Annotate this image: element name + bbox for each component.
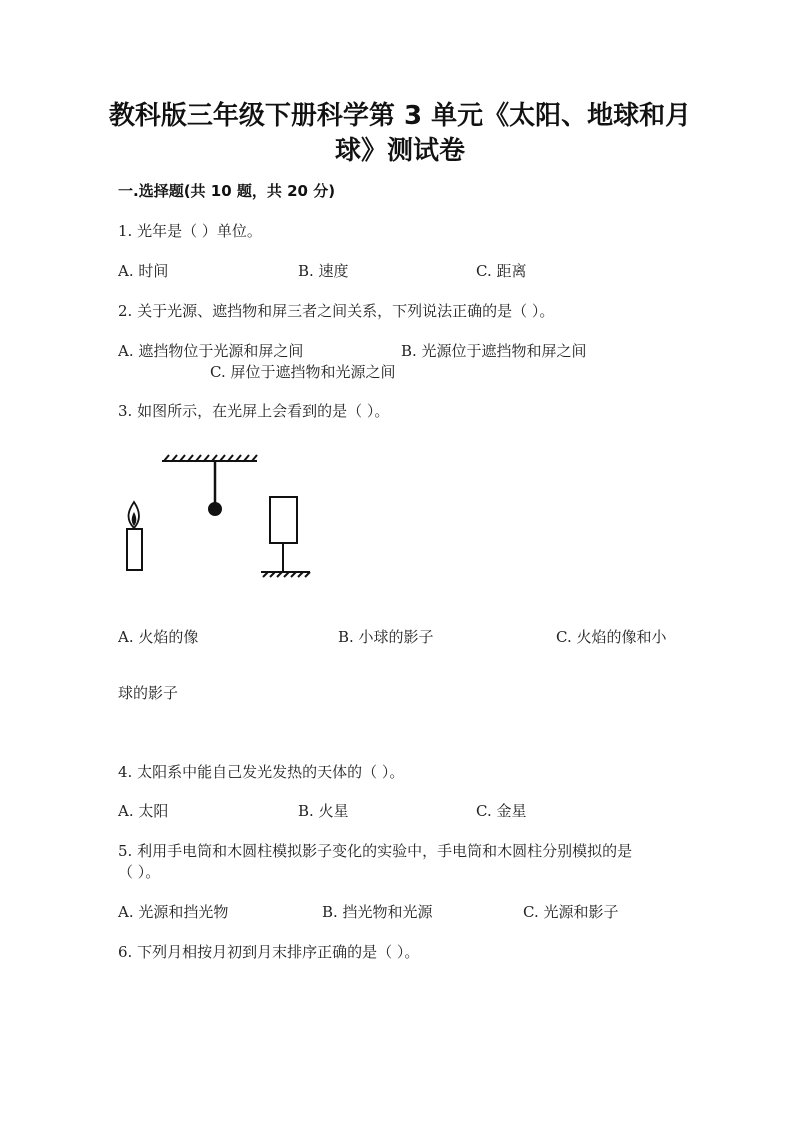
q2-option-c[interactable]: C. 屏位于遮挡物和光源之间 bbox=[210, 363, 396, 381]
q1-option-b[interactable]: B. 速度 bbox=[298, 262, 349, 280]
q5-stem-line2: （ ）。 bbox=[118, 863, 161, 881]
q6-stem: 6. 下列月相按月初到月末排序正确的是（ ）。 bbox=[118, 943, 420, 961]
q1-stem: 1. 光年是（ ）单位。 bbox=[118, 222, 262, 240]
q2-option-a[interactable]: A. 遮挡物位于光源和屏之间 bbox=[118, 342, 304, 360]
section-heading: 一.选择题(共 10 题，共 20 分) bbox=[118, 182, 336, 200]
q3-stem: 3. 如图所示，在光屏上会看到的是（ ）。 bbox=[118, 402, 390, 420]
q4-option-a[interactable]: A. 太阳 bbox=[118, 802, 169, 820]
q5-option-a[interactable]: A. 光源和挡光物 bbox=[118, 903, 229, 921]
q5-option-b[interactable]: B. 挡光物和光源 bbox=[322, 903, 433, 921]
q1-option-c[interactable]: C. 距离 bbox=[476, 262, 527, 280]
q3-option-c-continued: 球的影子 bbox=[118, 684, 179, 702]
q4-stem: 4. 太阳系中能自己发光发热的天体的（ ）。 bbox=[118, 763, 405, 781]
ceiling-hatch-icon bbox=[162, 455, 257, 461]
screen-icon bbox=[261, 497, 310, 577]
q4-option-b[interactable]: B. 火星 bbox=[298, 802, 349, 820]
q2-option-b[interactable]: B. 光源位于遮挡物和屏之间 bbox=[401, 342, 587, 360]
q4-option-c[interactable]: C. 金星 bbox=[476, 802, 527, 820]
candle-ball-screen-diagram bbox=[120, 450, 340, 590]
q3-option-c[interactable]: C. 火焰的像和小 bbox=[556, 628, 667, 646]
page-title-line1: 教科版三年级下册科学第 3 单元《太阳、地球和月 bbox=[108, 101, 692, 131]
candle-icon bbox=[127, 502, 142, 570]
ball-icon bbox=[208, 502, 222, 516]
q5-option-c[interactable]: C. 光源和影子 bbox=[523, 903, 619, 921]
q1-option-a[interactable]: A. 时间 bbox=[118, 262, 169, 280]
q5-stem-line1: 5. 利用手电筒和木圆柱模拟影子变化的实验中，手电筒和木圆柱分别模拟的是 bbox=[118, 842, 633, 860]
q2-stem: 2. 关于光源、遮挡物和屏三者之间关系，下列说法正确的是（ ）。 bbox=[118, 302, 555, 320]
page-title-line2: 球》测试卷 bbox=[334, 136, 465, 166]
q3-option-a[interactable]: A. 火焰的像 bbox=[118, 628, 199, 646]
q3-option-b[interactable]: B. 小球的影子 bbox=[338, 628, 434, 646]
